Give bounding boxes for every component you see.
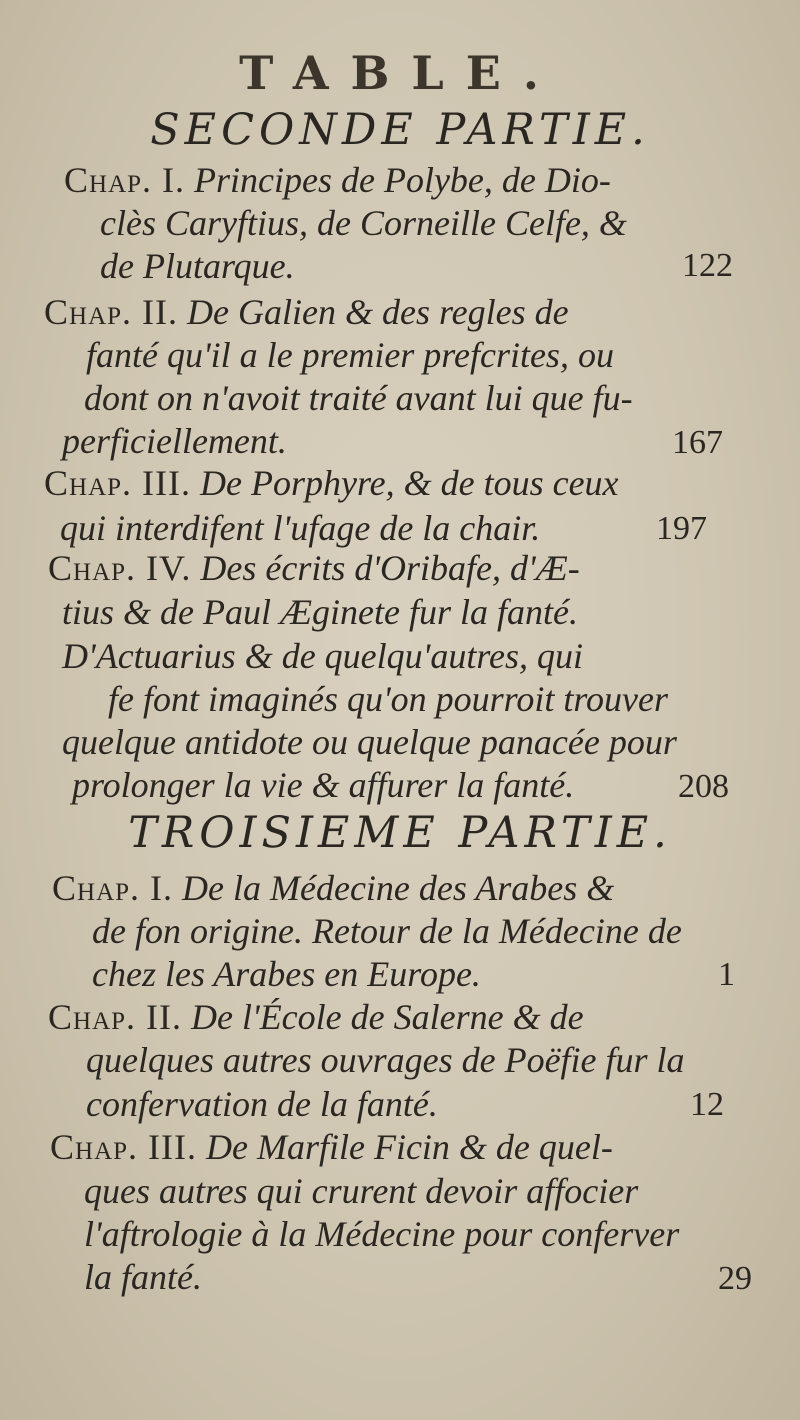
entry-line: dont on n'avoit traité avant lui que fu-: [84, 378, 633, 418]
page-number: 29: [718, 1260, 752, 1297]
part-title-seconde: SECONDE PARTIE.: [150, 105, 650, 155]
entry-line: tius & de Paul Æginete fur la fanté.: [62, 592, 578, 632]
entry-line: quelque antidote ou quelque panacée pour: [62, 722, 677, 762]
entry-line: Chap. III. De Marfile Ficin & de quel-: [50, 1127, 613, 1167]
entry-line: Chap. I. Principes de Polybe, de Dio-: [64, 160, 611, 200]
page-number: 12: [690, 1086, 724, 1123]
entry-line: de fon origine. Retour de la Médecine de: [92, 911, 682, 951]
entry-line: Chap. II. De Galien & des regles de: [44, 292, 569, 332]
entry-line: fe font imaginés qu'on pourroit trouver: [108, 679, 669, 719]
entry-line: Chap. I. De la Médecine des Arabes &: [52, 868, 615, 908]
page-number: 1: [718, 956, 735, 993]
entry-line: prolonger la vie & affurer la fanté.: [72, 765, 575, 805]
entry-line: ques autres qui crurent devoir affocier: [84, 1171, 639, 1211]
entry-line: confervation de la fanté.: [86, 1084, 438, 1124]
entry-line: Chap. II. De l'École de Salerne & de: [48, 997, 584, 1037]
entry-line: D'Actuarius & de quelqu'autres, qui: [62, 636, 584, 676]
entry-line: perficiellement.: [62, 421, 287, 461]
page-header-title: TABLE.: [239, 46, 561, 100]
entry-line: quelques autres ouvrages de Poëfie fur la: [86, 1040, 685, 1080]
entry-line: clès Caryftius, de Corneille Celfe, &: [100, 203, 627, 243]
entry-line: de Plutarque.: [100, 246, 295, 286]
entry-line: Chap. IV. Des écrits d'Oribafe, d'Æ-: [48, 548, 580, 588]
entry-line: chez les Arabes en Europe.: [92, 954, 481, 994]
entry-line: l'aftrologie à la Médecine pour conferver: [84, 1214, 680, 1254]
part-title-troisieme: TROISIEME PARTIE.: [128, 808, 672, 858]
page-number: 122: [682, 247, 733, 284]
entry-line: la fanté.: [84, 1257, 202, 1297]
entry-line: Chap. III. De Porphyre, & de tous ceux: [44, 463, 619, 503]
entry-line: qui interdifent l'ufage de la chair.: [60, 508, 541, 548]
page-number: 167: [672, 424, 723, 461]
page-number: 208: [678, 768, 729, 805]
entry-line: fanté qu'il a le premier prefcrites, ou: [86, 335, 614, 375]
page-number: 197: [656, 510, 707, 547]
